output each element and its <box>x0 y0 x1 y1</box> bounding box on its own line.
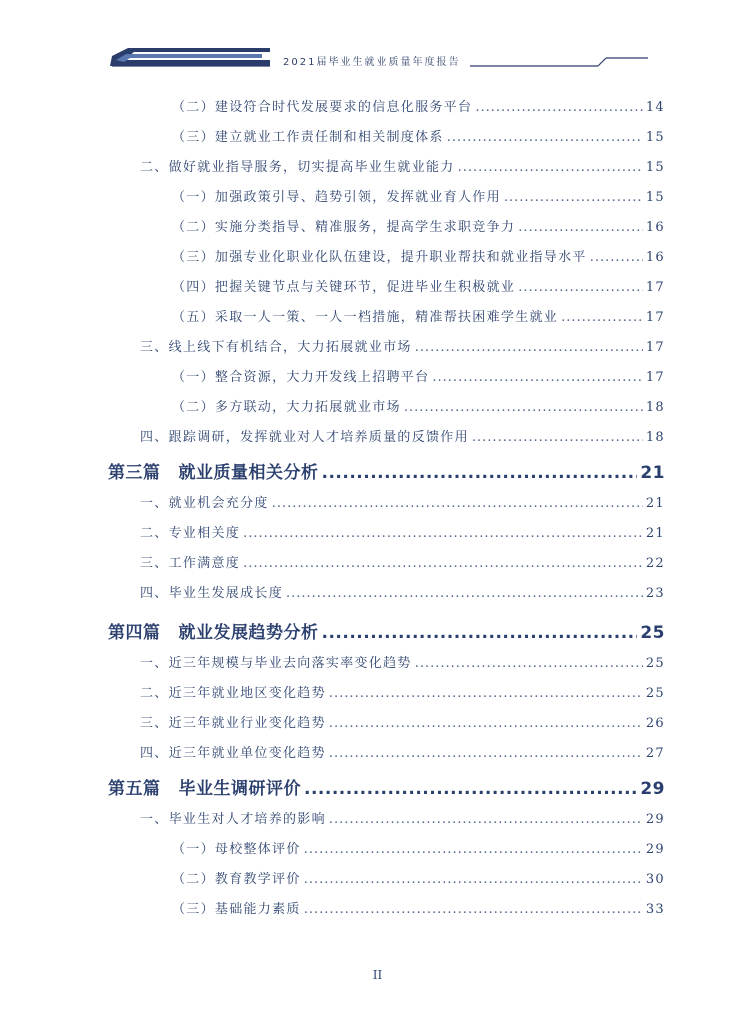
toc-section-entry[interactable] <box>140 808 665 827</box>
toc-page-number: 21 <box>645 496 665 511</box>
toc-section-entry[interactable] <box>140 712 665 731</box>
toc-page-number: 25 <box>645 686 665 701</box>
toc-subsection-entry[interactable] <box>172 216 665 235</box>
toc-entry-label: 三、工作满意度 <box>140 556 241 571</box>
toc-entry-label: 一、毕业生对人才培养的影响 <box>140 812 326 827</box>
toc-page-number: 17 <box>645 370 665 385</box>
toc-entry-label: 二、近三年就业地区变化趋势 <box>140 686 326 701</box>
header-decoration <box>0 0 755 80</box>
toc-page-number: 15 <box>645 160 665 175</box>
toc-section-entry[interactable] <box>140 336 665 355</box>
toc-subsection-entry[interactable] <box>172 868 665 887</box>
toc-page-number: 16 <box>645 250 665 265</box>
toc-leader-dots <box>286 586 643 601</box>
toc-leader-dots <box>432 370 642 385</box>
toc-subsection-entry[interactable] <box>172 246 665 265</box>
toc-part-entry[interactable] <box>108 458 665 483</box>
toc-subsection-entry[interactable] <box>172 306 665 325</box>
toc-subsection-entry[interactable] <box>172 276 665 295</box>
toc-subsection-entry[interactable] <box>172 96 665 115</box>
toc-subsection-entry[interactable] <box>172 838 665 857</box>
toc-leader-dots <box>329 746 643 761</box>
toc-entry-label: （二）多方联动，大力拓展就业市场 <box>172 400 401 415</box>
toc-section-entry[interactable] <box>140 156 665 175</box>
toc-part-title: 就业质量相关分析 <box>178 463 319 483</box>
toc-section-entry[interactable] <box>140 582 665 601</box>
toc-entry-label <box>108 774 301 799</box>
toc-page-number: 26 <box>645 716 665 731</box>
toc-section-entry[interactable] <box>140 652 665 671</box>
toc-section-entry[interactable] <box>140 522 665 541</box>
toc-leader-dots <box>322 623 638 643</box>
toc-subsection-entry[interactable] <box>172 898 665 917</box>
toc-entry-label: 四、近三年就业单位变化趋势 <box>140 746 326 761</box>
toc-section-entry[interactable] <box>140 492 665 511</box>
toc-subsection-entry[interactable] <box>172 126 665 145</box>
toc-section-entry[interactable] <box>140 682 665 701</box>
toc-leader-dots <box>329 686 643 701</box>
toc-leader-dots <box>304 842 643 857</box>
toc-entry-label: （三）建立就业工作责任制和相关制度体系 <box>172 130 444 145</box>
toc-leader-dots <box>304 872 643 887</box>
toc-leader-dots <box>475 100 643 115</box>
toc-page-number: 18 <box>645 400 665 415</box>
toc-entry-label: （二）建设符合时代发展要求的信息化服务平台 <box>172 100 473 115</box>
toc-leader-dots <box>504 190 643 205</box>
toc-entry-label: 一、近三年规模与毕业去向落实率变化趋势 <box>140 656 412 671</box>
toc-entry-label: （五）采取一人一策、一人一档措施，精准帮扶困难学生就业 <box>172 310 559 325</box>
toc-entry-label <box>108 458 319 483</box>
toc-entry-label: （三）基础能力素质 <box>172 902 301 917</box>
toc-subsection-entry[interactable] <box>172 186 665 205</box>
toc-page-number: 21 <box>645 526 665 541</box>
toc-leader-dots <box>458 160 643 175</box>
toc-leader-dots <box>472 430 643 445</box>
toc-page-number: 29 <box>640 779 665 799</box>
toc-entry-label: 三、近三年就业行业变化趋势 <box>140 716 326 731</box>
toc-leader-dots <box>243 526 643 541</box>
toc-section-entry[interactable] <box>140 426 665 445</box>
toc-leader-dots <box>404 400 643 415</box>
toc-subsection-entry[interactable] <box>172 396 665 415</box>
toc-section-entry[interactable] <box>140 742 665 761</box>
toc-section-entry[interactable] <box>140 552 665 571</box>
toc-leader-dots <box>518 220 643 235</box>
toc-page-number: 16 <box>645 220 665 235</box>
toc-leader-dots <box>329 812 643 827</box>
toc-part-number: 第四篇 <box>108 623 161 643</box>
toc-page-number: 15 <box>645 190 665 205</box>
toc-page-number: 14 <box>645 100 665 115</box>
toc-entry-label: 三、线上线下有机结合，大力拓展就业市场 <box>140 340 412 355</box>
toc-entry-label: （四）把握关键节点与关键环节，促进毕业生积极就业 <box>172 280 516 295</box>
toc-entry-label: （二）实施分类指导、精准服务，提高学生求职竞争力 <box>172 220 516 235</box>
toc-page-number: 17 <box>645 280 665 295</box>
toc-entry-label: （二）教育教学评价 <box>172 872 301 887</box>
toc-leader-dots <box>415 656 643 671</box>
toc-entry-label: 二、做好就业指导服务，切实提高毕业生就业能力 <box>140 160 455 175</box>
toc-leader-dots <box>322 463 638 483</box>
toc-entry-label: （一）加强政策引导、趋势引领，发挥就业育人作用 <box>172 190 501 205</box>
toc-entry-label: （一）整合资源，大力开发线上招聘平台 <box>172 370 430 385</box>
toc-page-number: 33 <box>645 902 665 917</box>
toc-entry-label <box>108 618 319 643</box>
toc-entry-label: 二、专业相关度 <box>140 526 241 541</box>
page-number: II <box>372 968 383 982</box>
toc-page-number: 18 <box>645 430 665 445</box>
toc-page-number: 15 <box>645 130 665 145</box>
toc-page-number: 29 <box>645 842 665 857</box>
toc-leader-dots <box>447 130 643 145</box>
toc-entry-label: 一、就业机会充分度 <box>140 496 269 511</box>
toc-leader-dots <box>243 556 643 571</box>
toc-leader-dots <box>590 250 643 265</box>
page-header <box>0 0 755 80</box>
toc-leader-dots <box>518 280 643 295</box>
toc-part-entry[interactable] <box>108 618 665 643</box>
toc-page-number: 17 <box>645 340 665 355</box>
toc-page-number: 21 <box>640 463 665 483</box>
toc-leader-dots <box>415 340 643 355</box>
toc-page-number: 29 <box>645 812 665 827</box>
toc-entry-label: 四、毕业生发展成长度 <box>140 586 284 601</box>
toc-entry-label: 四、跟踪调研，发挥就业对人才培养质量的反馈作用 <box>140 430 469 445</box>
toc-leader-dots <box>304 779 637 799</box>
toc-entry-label: （三）加强专业化职业化队伍建设，提升职业帮扶和就业指导水平 <box>172 250 587 265</box>
toc-page-number: 17 <box>645 310 665 325</box>
toc-leader-dots <box>329 716 643 731</box>
toc-subsection-entry[interactable] <box>172 366 665 385</box>
toc-page-number: 30 <box>645 872 665 887</box>
toc-leader-dots <box>272 496 643 511</box>
toc-part-entry[interactable] <box>108 774 665 799</box>
header-title: 2021届毕业生就业质量年度报告 <box>283 57 461 68</box>
toc-page-number: 23 <box>645 586 665 601</box>
toc-page-number: 25 <box>640 623 665 643</box>
toc-entry-label: （一）母校整体评价 <box>172 842 301 857</box>
toc-part-number: 第三篇 <box>108 463 161 483</box>
toc-page-number: 27 <box>645 746 665 761</box>
toc-part-title: 就业发展趋势分析 <box>178 623 319 643</box>
toc-part-number: 第五篇 <box>108 779 161 799</box>
toc-part-title: 毕业生调研评价 <box>178 779 301 799</box>
toc-leader-dots <box>561 310 643 325</box>
toc-page-number: 22 <box>645 556 665 571</box>
toc-page-number: 25 <box>645 656 665 671</box>
toc-leader-dots <box>304 902 643 917</box>
